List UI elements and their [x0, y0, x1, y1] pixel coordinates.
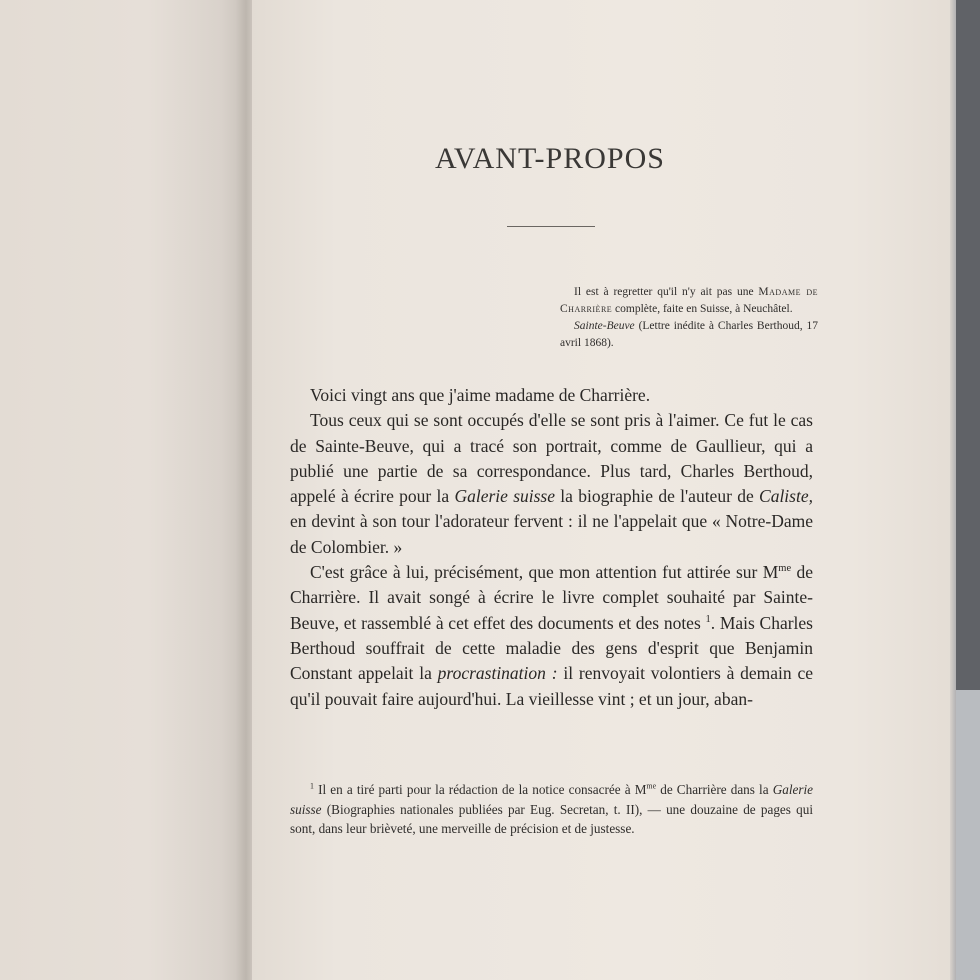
background-light [956, 690, 980, 980]
epigraph [560, 284, 818, 352]
epigraph-source: Sainte-Beuve (Lettre inédite à Charles Berthoud, 17 avril 1868). [560, 320, 818, 349]
background-dark [956, 0, 980, 690]
footnote: $^1$ Il en a tiré parti pour la rédaction de la notice consacrée à $M^{me}$ de Charrière dans la Galerie suisse (Biographies nationales publiées par Eug. Secretan, t. II), — une douzaine de pages qui sont, dans leur brièveté, une merveille de précision et de justesse. [290, 781, 813, 836]
epigraph-name: Madame de Charrière [560, 286, 818, 315]
body-text [290, 383, 813, 712]
title-rule [507, 226, 595, 227]
left-page [0, 0, 246, 980]
paragraph-3: C'est grâce à lui, précisément, que mon attention fut attirée sur $M^{me}$ de Charrière. Il avait songé à écrire le livre complet souhaité par Sainte-Beuve, et rassemblé à cet effet des documents et des notes $^1$. Mais Charles Berthoud souffrait de cette maladie des gens d'esprit que Benjamin Constant appelait la procrastination : il renvoyait volontiers à demain ce qu'il pouvait faire aujourd'hui. La vieillesse vint ; et un jour, aban- [290, 562, 813, 709]
footnote-marker: 1 [310, 781, 314, 791]
paragraph-1: Voici vingt ans que j'aime madame de Charrière. [310, 385, 651, 405]
footnote-reference: 1 [705, 613, 711, 625]
epigraph-author: Sainte-Beuve [574, 320, 635, 332]
epigraph-quote: Il est à regretter qu'il n'y ait pas une Madame de Charrière complète, faite en Suisse, à Neuchâtel. [560, 286, 818, 315]
page-title: AVANT-PROPOS [435, 142, 665, 175]
paragraph-2: Tous ceux qui se sont occupés d'elle se sont pris à l'aimer. Ce fut le cas de Sainte-Beuve, qui a tracé son portrait, comme de Gaullieur, qui a publié une partie de sa correspondance. Plus tard, Charles Berthoud, appelé à écrire pour la Galerie suisse la biographie de l'auteur de Caliste, en devint à son tour l'adorateur fervent : il ne l'appelait que « Notre-Dame de Colombier. » [290, 410, 813, 557]
